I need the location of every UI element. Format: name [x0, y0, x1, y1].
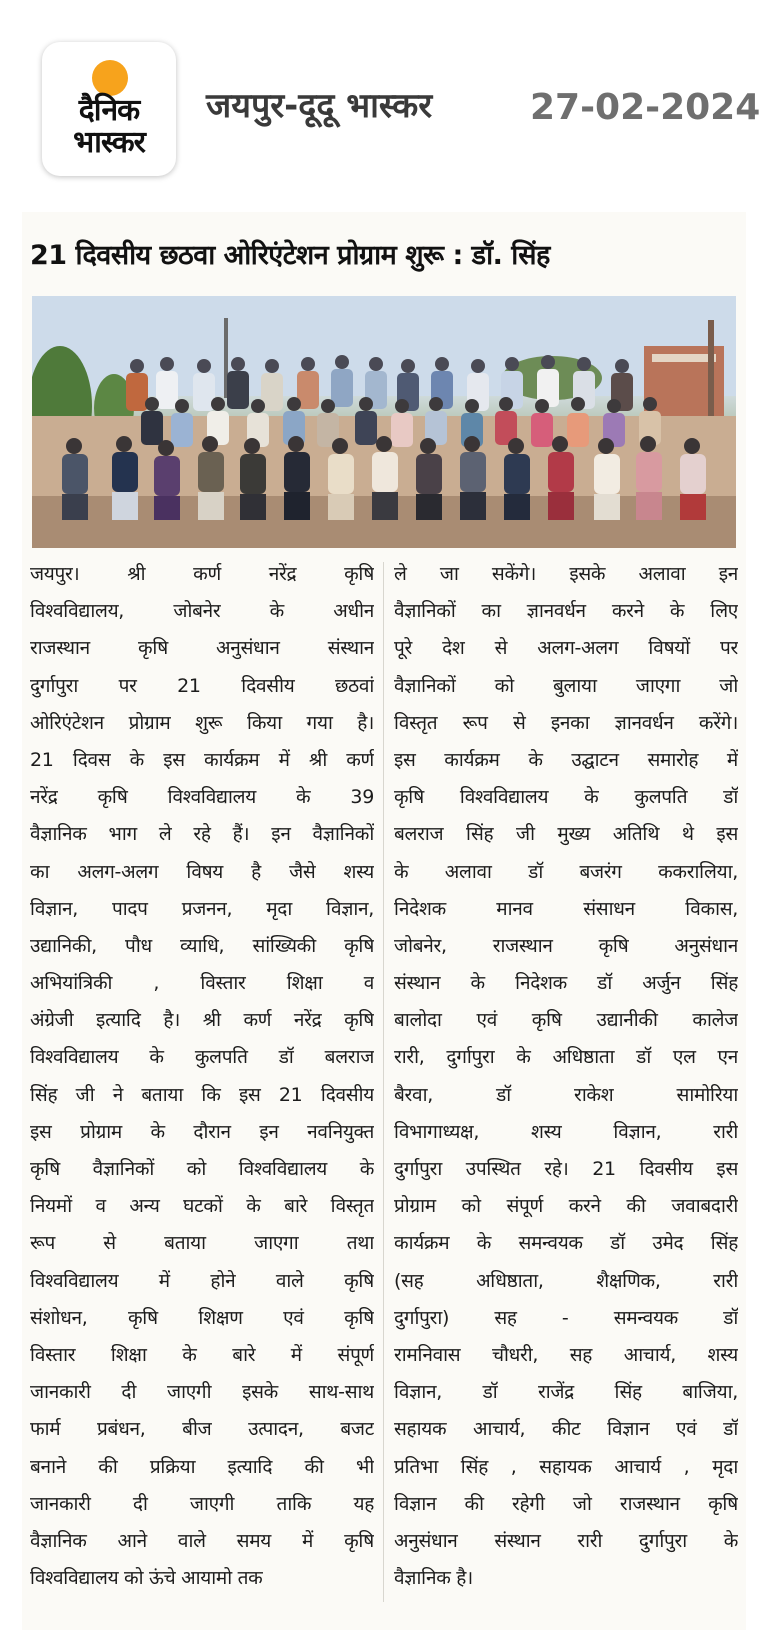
- article-line: जानकारी दी जाएगी ताकि यह: [30, 1492, 374, 1515]
- article-line: इस कार्यक्रम के उद्घाटन समारोह में: [394, 748, 738, 771]
- article-line: वैज्ञानिकों का ज्ञानवर्धन करने के लिए: [394, 600, 738, 623]
- article-line: ओरिएंटेशन प्रोग्राम शुरू किया गया है।: [30, 711, 374, 734]
- article-line: रारी, दुर्गापुरा के अधिष्ठाता डॉ एल एन: [394, 1046, 738, 1069]
- article-line: (सह अधिष्ठाता, शैक्षणिक, रारी: [394, 1269, 738, 1292]
- dainik-bhaskar-logo: [42, 42, 176, 176]
- article-line: जोबनेर, राजस्थान कृषि अनुसंधान: [394, 934, 738, 957]
- article-line: कृषि वैज्ञानिकों को विश्वविद्यालय के: [30, 1158, 374, 1180]
- article-line: फार्म प्रबंधन, बीज उत्पादन, बजट: [30, 1418, 374, 1441]
- article-line: विश्वविद्यालय में होने वाले कृषि: [30, 1269, 374, 1292]
- article-line: बालोदा एवं कृषि उद्यानीकी कालेज: [394, 1009, 738, 1032]
- article-line: के अलावा डॉ बजरंग ककरालिया,: [394, 860, 738, 883]
- article-line: विस्तृत रूप से इनका ज्ञानवर्धन करेंगे।: [394, 711, 738, 734]
- article-line: विश्वविद्यालय के कुलपति डॉ बलराज: [30, 1046, 374, 1069]
- article-line: वैज्ञानिकों को बुलाया जाएगा जो: [394, 674, 738, 697]
- article-column-right: [394, 556, 738, 1597]
- sun-icon: [92, 60, 128, 96]
- edition-name: जयपुर-दूदू भास्कर: [206, 86, 433, 126]
- article-line: कार्यक्रम के समन्वयक डॉ उमेद सिंह: [394, 1232, 738, 1255]
- article-line: सिंह जी ने बताया कि इस 21 दिवसीय: [30, 1083, 374, 1106]
- article-line: अभियांत्रिकी , विस्तार शिक्षा व: [30, 972, 374, 995]
- article-line: उद्यानिकी, पौध व्याधि, सांख्यिकी कृषि: [30, 934, 374, 957]
- article-line: सहायक आचार्य, कीट विज्ञान एवं डॉ: [394, 1418, 738, 1441]
- article-line: विभागाध्यक्ष, शस्य विज्ञान, रारी: [394, 1120, 738, 1143]
- article-line: वैज्ञानिक भाग ले रहे हैं। इन वैज्ञानिकों: [30, 823, 374, 846]
- article-line: दुर्गापुरा) सह - समन्वयक डॉ: [394, 1306, 738, 1329]
- masthead: [0, 0, 768, 200]
- article-line: बैरवा, डॉ राकेश सामोरिया: [394, 1083, 738, 1106]
- article-line: रूप से बताया जाएगा तथा: [30, 1232, 374, 1255]
- logo-line-2: भास्कर: [73, 125, 145, 160]
- article-line: संस्थान के निदेशक डॉ अर्जुन सिंह: [394, 972, 738, 995]
- article-line: विश्वविद्यालय, जोबनेर के अधीन: [30, 600, 374, 623]
- article-line: प्रतिभा सिंह , सहायक आचार्य , मृदा: [394, 1455, 738, 1478]
- news-clipping: [22, 212, 746, 1630]
- article-line: प्रोग्राम को संपूर्ण करने की जवाबदारी: [394, 1195, 738, 1218]
- article-line: जयपुर। श्री कर्ण नरेंद्र कृषि: [30, 563, 374, 585]
- logo-line-1: दैनिक: [78, 93, 140, 128]
- article-line: का अलग-अलग विषय है जैसे शस्य: [30, 860, 374, 883]
- article-line: राजस्थान कृषि अनुसंधान संस्थान: [30, 637, 374, 660]
- article-line: विज्ञान, पादप प्रजनन, मृदा विज्ञान,: [30, 897, 374, 920]
- article-line: विस्तार शिक्षा के बारे में संपूर्ण: [30, 1343, 374, 1366]
- article-headline: 21 दिवसीय छठवा ओरिएंटेशन प्रोग्राम शुरू : डॉ. सिंह: [30, 240, 550, 271]
- article-body: [30, 556, 738, 1616]
- article-line: रामनिवास चौधरी, सह आचार्य, शस्य: [394, 1343, 738, 1366]
- article-column-left: [30, 556, 374, 1597]
- article-line: कृषि विश्वविद्यालय के कुलपति डॉ: [394, 786, 738, 809]
- article-line: नियमों व अन्य घटकों के बारे विस्तृत: [30, 1195, 374, 1218]
- article-line: बलराज सिंह जी मुख्य अतिथि थे इस: [394, 823, 738, 846]
- group-photo: [32, 296, 736, 548]
- article-line: अंग्रेजी इत्यादि है। श्री कर्ण नरेंद्र कृषि: [30, 1009, 374, 1032]
- article-line: 21 दिवस के इस कार्यक्रम में श्री कर्ण: [30, 748, 374, 771]
- article-line: वैज्ञानिक है।: [394, 1567, 473, 1590]
- article-line: ले जा सकेंगे। इसके अलावा इन: [394, 563, 738, 585]
- article-line: अनुसंधान संस्थान रारी दुर्गापुरा के: [394, 1529, 738, 1552]
- article-line: वैज्ञानिक आने वाले समय में कृषि: [30, 1529, 374, 1552]
- column-divider: [383, 562, 384, 1602]
- group-photo-illustration: [32, 296, 736, 548]
- article-line: विज्ञान की रहेगी जो राजस्थान कृषि: [394, 1492, 738, 1515]
- publication-date: 27-02-2024: [530, 87, 761, 128]
- article-line: दुर्गापुरा उपस्थित रहे। 21 दिवसीय इस: [394, 1158, 738, 1180]
- article-line: जानकारी दी जाएगी इसके साथ-साथ: [30, 1381, 374, 1404]
- article-line: निदेशक मानव संसाधन विकास,: [394, 897, 738, 920]
- article-line: बनाने की प्रक्रिया इत्यादि की भी: [30, 1455, 374, 1478]
- article-line: नरेंद्र कृषि विश्वविद्यालय के 39: [30, 786, 374, 809]
- article-line: विश्वविद्यालय को ऊंचे आयामो तक: [30, 1567, 263, 1590]
- article-line: विज्ञान, डॉ राजेंद्र सिंह बाजिया,: [394, 1381, 738, 1404]
- article-line: दुर्गापुरा पर 21 दिवसीय छठवां: [30, 674, 374, 697]
- article-line: इस प्रोग्राम के दौरान इन नवनियुक्त: [30, 1120, 374, 1143]
- article-line: संशोधन, कृषि शिक्षण एवं कृषि: [30, 1306, 374, 1329]
- article-line: पूरे देश से अलग-अलग विषयों पर: [394, 637, 738, 660]
